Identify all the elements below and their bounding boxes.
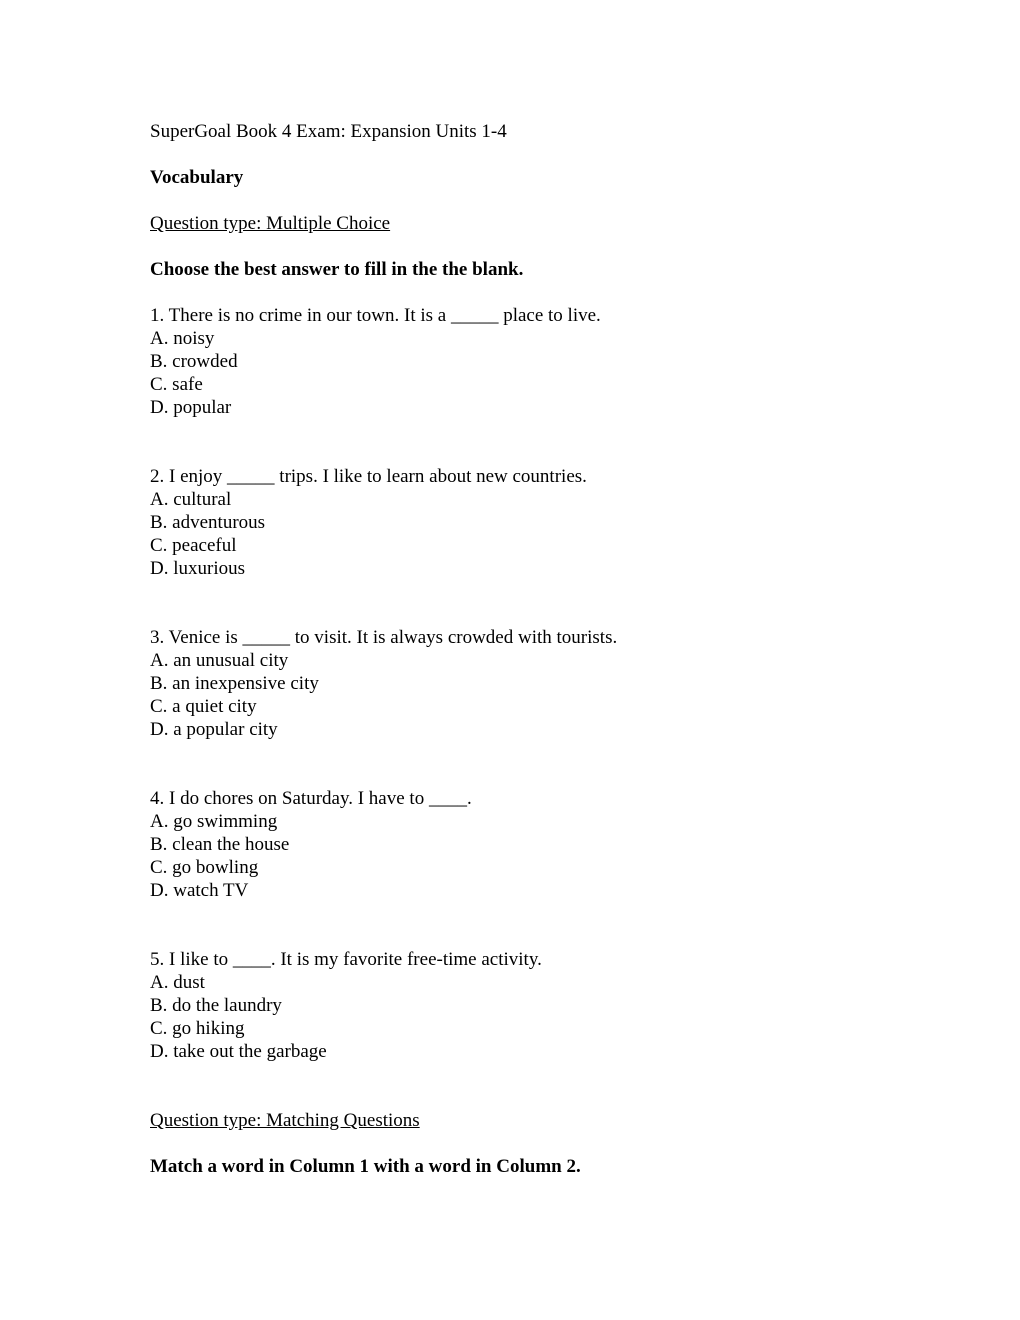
question-2 — [150, 465, 910, 580]
question-3 — [150, 626, 910, 741]
mc-type-label-text: Question type: Multiple Choice — [150, 213, 391, 234]
question-1 — [150, 304, 910, 419]
exam-page — [150, 120, 910, 1178]
answer-option: B. clean the house — [150, 834, 290, 855]
question-prompt: 4. I do chores on Saturday. I have to ____. — [150, 788, 472, 809]
answer-option: A. go swimming — [150, 811, 278, 832]
answer-option: B. do the laundry — [150, 995, 282, 1016]
answer-option: C. safe — [150, 374, 203, 395]
mc-instruction: Choose the best answer to fill in the the blank. — [150, 259, 524, 280]
matching-type-label-text: Question type: Matching Questions — [150, 1110, 420, 1131]
answer-option: B. an inexpensive city — [150, 673, 319, 694]
answer-option: D. luxurious — [150, 558, 245, 579]
answer-option: A. an unusual city — [150, 650, 289, 671]
question-prompt: 2. I enjoy _____ trips. I like to learn about new countries. — [150, 466, 587, 487]
answer-option: C. a quiet city — [150, 696, 257, 717]
answer-option: C. go bowling — [150, 857, 259, 878]
question-4 — [150, 787, 910, 902]
matching-instruction: Match a word in Column 1 with a word in Column 2. — [150, 1156, 581, 1177]
answer-option: C. go hiking — [150, 1018, 245, 1039]
answer-option: C. peaceful — [150, 535, 237, 556]
question-5 — [150, 948, 910, 1063]
answer-option: D. a popular city — [150, 719, 278, 740]
mc-type-label — [150, 212, 910, 235]
answer-option: A. dust — [150, 972, 205, 993]
exam-title: SuperGoal Book 4 Exam: Expansion Units 1-4 — [150, 121, 507, 142]
answer-option: D. watch TV — [150, 880, 249, 901]
answer-option: D. popular — [150, 397, 232, 418]
answer-option: D. take out the garbage — [150, 1041, 327, 1062]
answer-option: A. cultural — [150, 489, 232, 510]
question-prompt: 1. There is no crime in our town. It is a _____ place to live. — [150, 305, 601, 326]
question-prompt: 5. I like to ____. It is my favorite free-time activity. — [150, 949, 542, 970]
matching-type-label — [150, 1109, 910, 1132]
answer-option: B. crowded — [150, 351, 238, 372]
section-heading: Vocabulary — [150, 167, 244, 188]
answer-option: B. adventurous — [150, 512, 266, 533]
answer-option: A. noisy — [150, 328, 215, 349]
question-prompt: 3. Venice is _____ to visit. It is always crowded with tourists. — [150, 627, 618, 648]
